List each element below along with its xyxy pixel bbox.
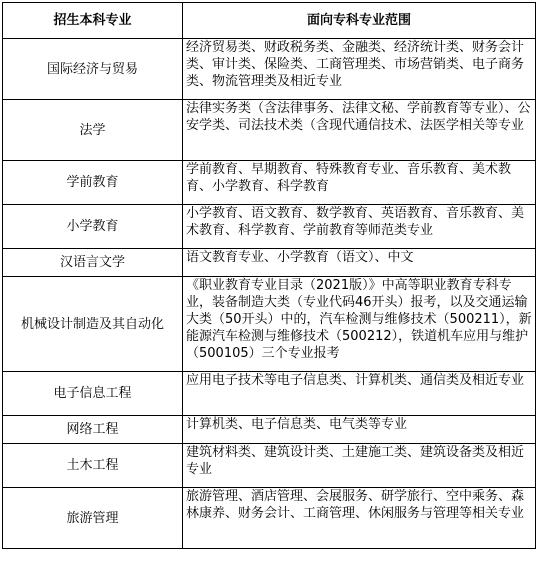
- header-college-range: 面向专科专业范围: [183, 3, 536, 39]
- undergrad-major-cell: 小学教育: [3, 205, 183, 249]
- undergrad-major-cell: 机械设计制造及其自动化: [3, 277, 183, 372]
- header-undergrad-major: 招生本科专业: [3, 3, 183, 39]
- undergrad-major-cell: 法学: [3, 100, 183, 161]
- table-row: [3, 39, 536, 100]
- college-range-cell: 语文教育专业、小学教育（语文）、中文: [183, 249, 536, 277]
- table-row: [3, 100, 536, 161]
- table-row: [3, 249, 536, 277]
- college-range-cell: 计算机类、电子信息类、电气类等专业: [183, 416, 536, 444]
- undergrad-major-cell: 土木工程: [3, 444, 183, 488]
- table-row: [3, 372, 536, 416]
- college-range-cell: 经济贸易类、财政税务类、金融类、经济统计类、财务会计类、审计类、保险类、工商管理类、市场营销类、电子商务类、物流管理类及相近专业: [183, 39, 536, 100]
- undergrad-major-cell: 国际经济与贸易: [3, 39, 183, 100]
- table-row: [3, 444, 536, 488]
- undergrad-major-cell: 电子信息工程: [3, 372, 183, 416]
- college-range-cell: 旅游管理、酒店管理、会展服务、研学旅行、空中乘务、森林康养、财务会计、工商管理、休闲服务与管理等相关专业: [183, 488, 536, 549]
- table-row: [3, 277, 536, 372]
- college-range-cell: 小学教育、语文教育、数学教育、英语教育、音乐教育、美术教育、科学教育、学前教育等师范类专业: [183, 205, 536, 249]
- college-range-cell: 《职业教育专业目录（2021版）》中高等职业教育专科专业，装备制造大类（专业代码46开头）报考，以及交通运输大类（50开头）中的，汽车检测与维修技术（500211），新能源汽车检测与维修技术（500212），铁道机车应用与维护（500105）三个专业报考: [183, 277, 536, 372]
- table-header-row: [3, 3, 536, 39]
- table-row: [3, 161, 536, 205]
- college-range-cell: 法律实务类（含法律事务、法律文秘、学前教育等专业）、公安学类、司法技术类（含现代通信技术、法医学相关等专业: [183, 100, 536, 161]
- table-row: [3, 488, 536, 549]
- table-row: [3, 205, 536, 249]
- table-row: [3, 416, 536, 444]
- undergrad-major-cell: 汉语言文学: [3, 249, 183, 277]
- college-range-cell: 建筑材料类、建筑设计类、土建施工类、建筑设备类及相近专业: [183, 444, 536, 488]
- undergrad-major-cell: 网络工程: [3, 416, 183, 444]
- undergrad-major-cell: 旅游管理: [3, 488, 183, 549]
- college-range-cell: 学前教育、早期教育、特殊教育专业、音乐教育、美术教育、小学教育、科学教育: [183, 161, 536, 205]
- undergrad-major-cell: 学前教育: [3, 161, 183, 205]
- major-table: [2, 2, 536, 549]
- college-range-cell: 应用电子技术等电子信息类、计算机类、通信类及相近专业: [183, 372, 536, 416]
